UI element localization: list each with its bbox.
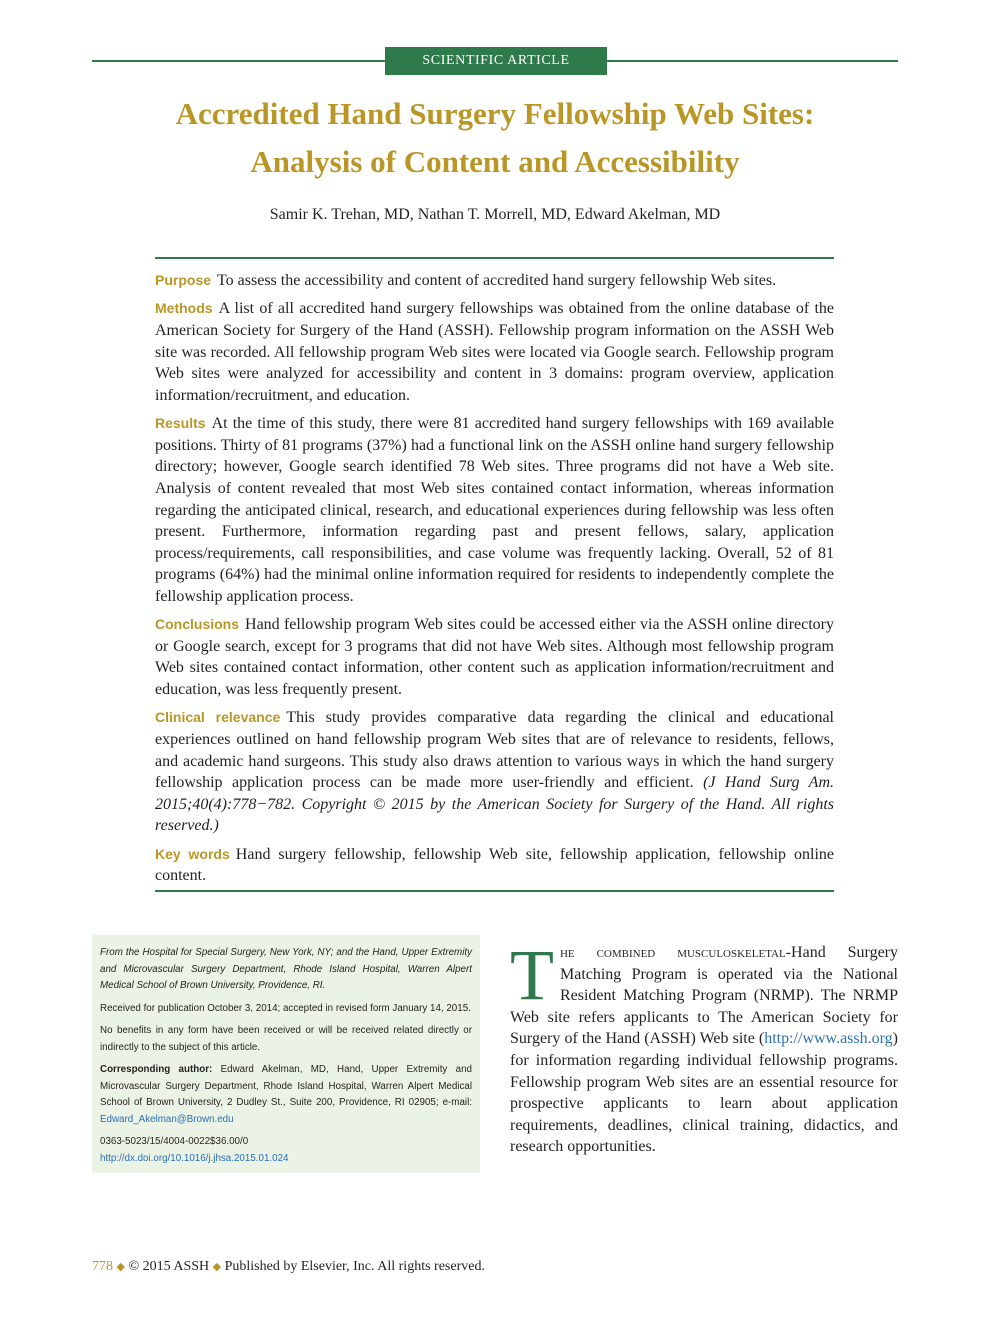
- author-email-link[interactable]: Edward_Akelman@Brown.edu: [100, 1113, 234, 1125]
- identifiers: [100, 1134, 472, 1167]
- conclusions-label: Conclusions: [155, 616, 240, 633]
- methods-text: A list of all accredited hand surgery fellowships was obtained from the online database of the American Society for Surgery of the Hand (ASSH). Fellowship program information on the ASSH Web site was recorded. All fellowship program Web sites were located via Google search. Fellowship program Web sites were analyzed for accessibility and content in 3 domains: program overview, application information/recruitment, and education.: [155, 300, 834, 404]
- received-dates: Received for publication October 3, 2014; accepted in revised form January 14, 2015.: [100, 1002, 471, 1014]
- body-text: [510, 935, 898, 1158]
- abstract-conclusions: [155, 614, 834, 700]
- body-text-part-2: ) for information regarding individual fellowship programs. Fellowship program Web sites are an essential resource for prospective applicants to learn about application requirements, deadlines, clinical training, didactics, and research opportunities.: [510, 1030, 898, 1156]
- conclusions-text: Hand fellowship program Web sites could be accessed either via the ASSH online directory or Google search, except for 3 programs that did not have Web sites. Although most fellowship program Web sites contained contact information, other content such as application information/recruitment and education, was less frequently present.: [155, 616, 834, 699]
- abstract-top-rule: [155, 257, 834, 259]
- abstract-clinical-relevance: [155, 707, 834, 837]
- section-tag: SCIENTIFIC ARTICLE: [385, 47, 607, 75]
- keywords-text: Hand surgery fellowship, fellowship Web site, fellowship application, fellowship online content.: [155, 845, 834, 885]
- abstract-keywords: [155, 844, 834, 887]
- title-line-1: Accredited Hand Surgery Fellowship Web Sites:: [175, 96, 815, 131]
- body-text-part-1: -Hand Surgery Matching Program is operated via the National Resident Matching Program (NRMP). The NRMP Web site refers applicants to The American Society for Surgery of the Hand (ASSH) Web site (: [510, 944, 898, 1048]
- abstract-purpose: [155, 270, 834, 292]
- bullet-icon: ◆: [116, 1261, 125, 1273]
- results-label: Results: [155, 415, 206, 432]
- corresponding-text: Edward Akelman, MD, Hand, Upper Extremity and Microvascular Surgery Department, Rhode Island Hospital, Warren Alpert Medical School of Brown University, 2 Dudley St., Suite 200, Providence, RI 02905; e-mail:: [100, 1064, 472, 1108]
- results-text: At the time of this study, there were 81 accredited hand surgery fellowships with 169 available positions. Thirty of 81 programs (37%) had a functional link on the ASSH online hand surgery fellowship directory; however, Google search identified 78 Web sites. Three programs did not have a Web site. Analysis of content revealed that most Web sites contained contact information, whereas information regarding the anticipated clinical, research, and educational experiences during fellowship was less often present. Furthermore, information regarding past and present fellows, salary, application process/requirements, call responsibilities, and case volume was frequently lacking. Overall, 52 of 81 programs (64%) had the minimal online information required for residents to independently complete the fellowship application process.: [155, 415, 834, 605]
- drop-cap: T: [510, 935, 554, 1015]
- page-footer: [92, 1257, 485, 1277]
- abstract-bottom-rule: [155, 890, 834, 892]
- abstract: [155, 270, 834, 894]
- bullet-icon: ◆: [212, 1261, 222, 1273]
- journal-citation: (J Hand Surg Am. 2015;40(4):778−782. Copyright © 2015 by the American Society for Surgery of the Hand. All rights reserved.): [155, 774, 834, 835]
- page-number: 778: [92, 1259, 113, 1274]
- copyright: © 2015 ASSH: [128, 1259, 210, 1274]
- issn: 0363-5023/15/4004-0022$36.00/0: [100, 1136, 249, 1147]
- purpose-text: To assess the accessibility and content of accredited hand surgery fellowship Web sites.: [217, 272, 777, 289]
- author-list: Samir K. Trehan, MD, Nathan T. Morrell, MD, Edward Akelman, MD: [269, 206, 721, 223]
- no-benefits-statement: No benefits in any form have been received or will be received related directly or indirectly to the subject of this article.: [100, 1025, 472, 1053]
- corresponding-author: [100, 1062, 472, 1128]
- small-caps-lead: he combined musculoskeletal: [559, 944, 786, 961]
- corresponding-label: Corresponding author:: [100, 1064, 213, 1075]
- methods-label: Methods: [155, 300, 213, 317]
- assh-link[interactable]: http://www.assh.org: [764, 1030, 893, 1048]
- title-line-2: Analysis of Content and Accessibility: [250, 144, 740, 179]
- publisher: Published by Elsevier, Inc. All rights reserved.: [224, 1259, 485, 1274]
- clinical-relevance-text: This study provides comparative data regarding the clinical and educational experiences outlined on hand fellowship program Web sites that are of relevance to residents, fellows, and academic hand surgeons. This study also draws attention to various ways in which the hand surgery fellowship application process can be made more user-friendly and efficient.: [155, 709, 835, 792]
- abstract-methods: [155, 298, 834, 406]
- clinical-relevance-label: Clinical relevance: [155, 709, 281, 726]
- article-title: [92, 90, 898, 186]
- keywords-label: Key words: [155, 845, 230, 862]
- affiliation: From the Hospital for Special Surgery, New York, NY; and the Hand, Upper Extremity and Microvascular Surgery Department, Rhode Island Hospital, Warren Alpert Medical School of Brown University, Providence, RI.: [100, 947, 472, 991]
- article-info-box: [92, 935, 480, 1173]
- purpose-label: Purpose: [155, 272, 212, 288]
- doi-link[interactable]: http://dx.doi.org/10.1016/j.jhsa.2015.01.024: [100, 1152, 289, 1164]
- abstract-results: [155, 413, 834, 607]
